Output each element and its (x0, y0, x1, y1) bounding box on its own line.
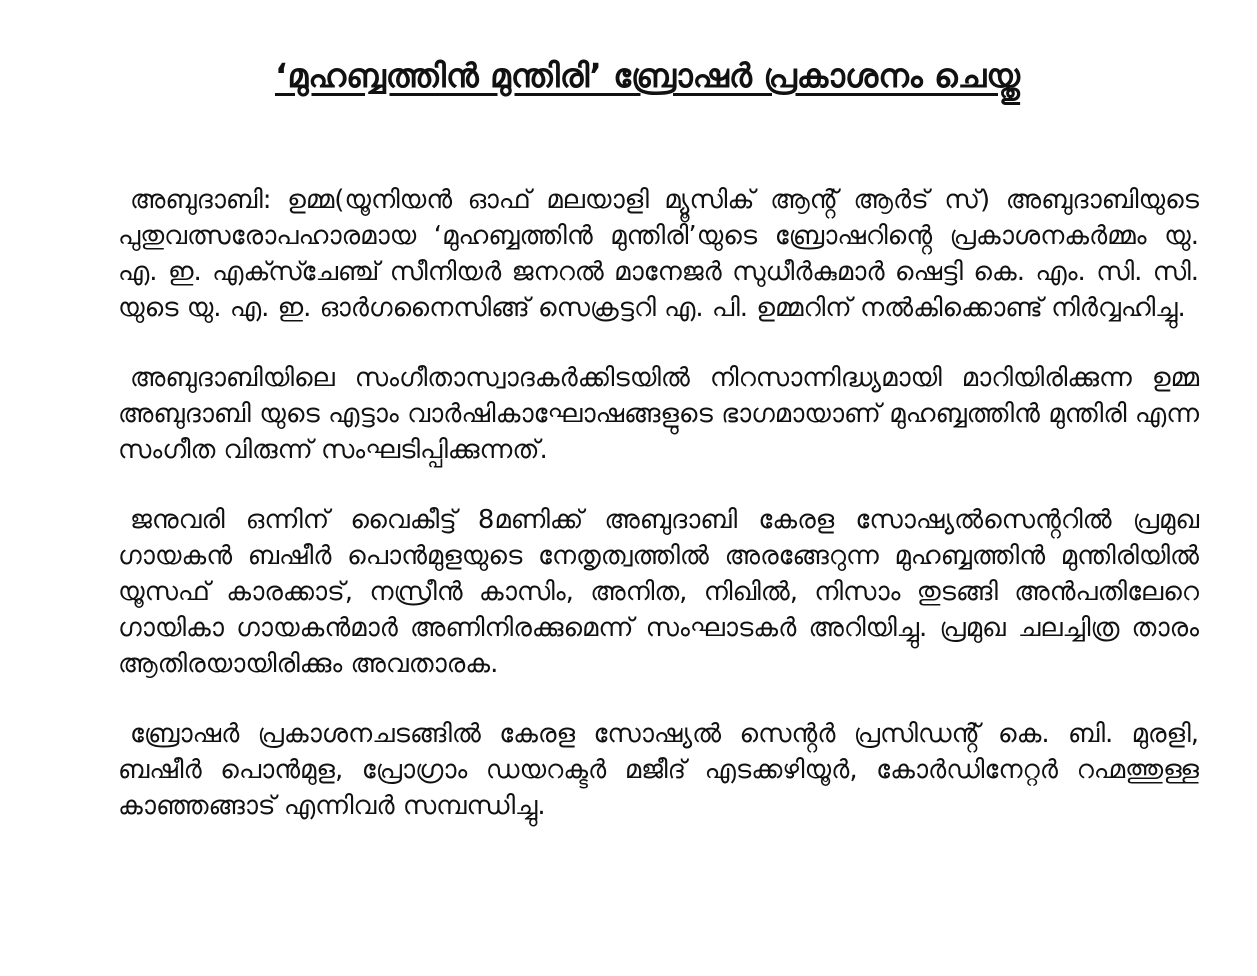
paragraph-event-details: ജനുവരി ഒന്നിന് വൈകീട്ട് 8മണിക്ക് അബുദാബി കേരള സോഷ്യൽസെൻ്ററിൽ പ്രമുഖ ഗായകൻ ബഷീർ പൊൻമുളയുടെ നേതൃത്വത്തിൽ അരങ്ങേറുന്ന മുഹബ്ബത്തിൻ മുന്തിരിയിൽ യൂസഫ് കാരക്കാട്, നസ്രീൻ കാസിം, അനിത, നിഖിൽ, നിസാം തുടങ്ങി അൻപതിലേറെ ഗായികാ ഗായകൻമാർ അണിനിരക്കുമെന്ന് സംഘാടകർ അറിയിച്ചു. പ്രമുഖ ചലച്ചിത്ര താരം ആതിരയായിരിക്കും അവതാരക. (118, 505, 1199, 679)
paragraph-anniversary: അബുദാബിയിലെ സംഗീതാസ്വാദകർക്കിടയിൽ നിറസാന്നിദ്ധ്യമായി മാറിയിരിക്കുന്ന ഉമ്മ അബുദാബി യുടെ എട്ടാം വാർഷികാഘോഷങ്ങളുടെ ഭാഗമായാണ് മുഹബ്ബത്തിൻ മുന്തിരി എന്ന സംഗീത വിരുന്ന് സംഘടിപ്പിക്കുന്നത്. (118, 363, 1199, 465)
document-title: ‘മുഹബ്ബത്തിൻ മുന്തിരി’ ബ്രോഷർ പ്രകാശനം ചെയ്തു (274, 56, 1021, 95)
paragraph-brochure-release: അബുദാബി: ഉമ്മ(യൂനിയൻ ഓഫ് മലയാളി മ്യൂസിക് ആൻ്റ് ആർട് സ്) അബുദാബിയുടെ പുതുവത്സരോപഹാരമായ ‘മുഹബ്ബത്തിൻ മുന്തിരി’യുടെ ബ്രോഷറിൻ്റെ പ്രകാശനകർമ്മം യു. എ. ഇ. എക്സ്ചേഞ്ച് സീനിയർ ജനറൽ മാനേജർ സുധീർകുമാർ ഷെട്ടി കെ. എം. സി. സി. യുടെ യു. എ. ഇ. ഓർഗനൈസിങ്ങ് സെക്രട്ടറി എ. പി. ഉമ്മറിന് നൽകിക്കൊണ്ട് നിർവ്വഹിച്ചു. (118, 185, 1199, 323)
paragraph-attendees: ബ്രോഷർ പ്രകാശനചടങ്ങിൽ കേരള സോഷ്യൽ സെൻ്റർ പ്രസിഡൻ്റ് കെ. ബി. മുരളി, ബഷീർ പൊൻമുള, പ്രോഗ്രാം ഡയറക്ടർ മജീദ് എടക്കഴിയൂർ, കോർഡിനേറ്റർ റഹ്മത്തുള്ള കാഞ്ഞങ്ങാട് എന്നിവർ സമ്പന്ധിച്ചു. (118, 719, 1199, 821)
